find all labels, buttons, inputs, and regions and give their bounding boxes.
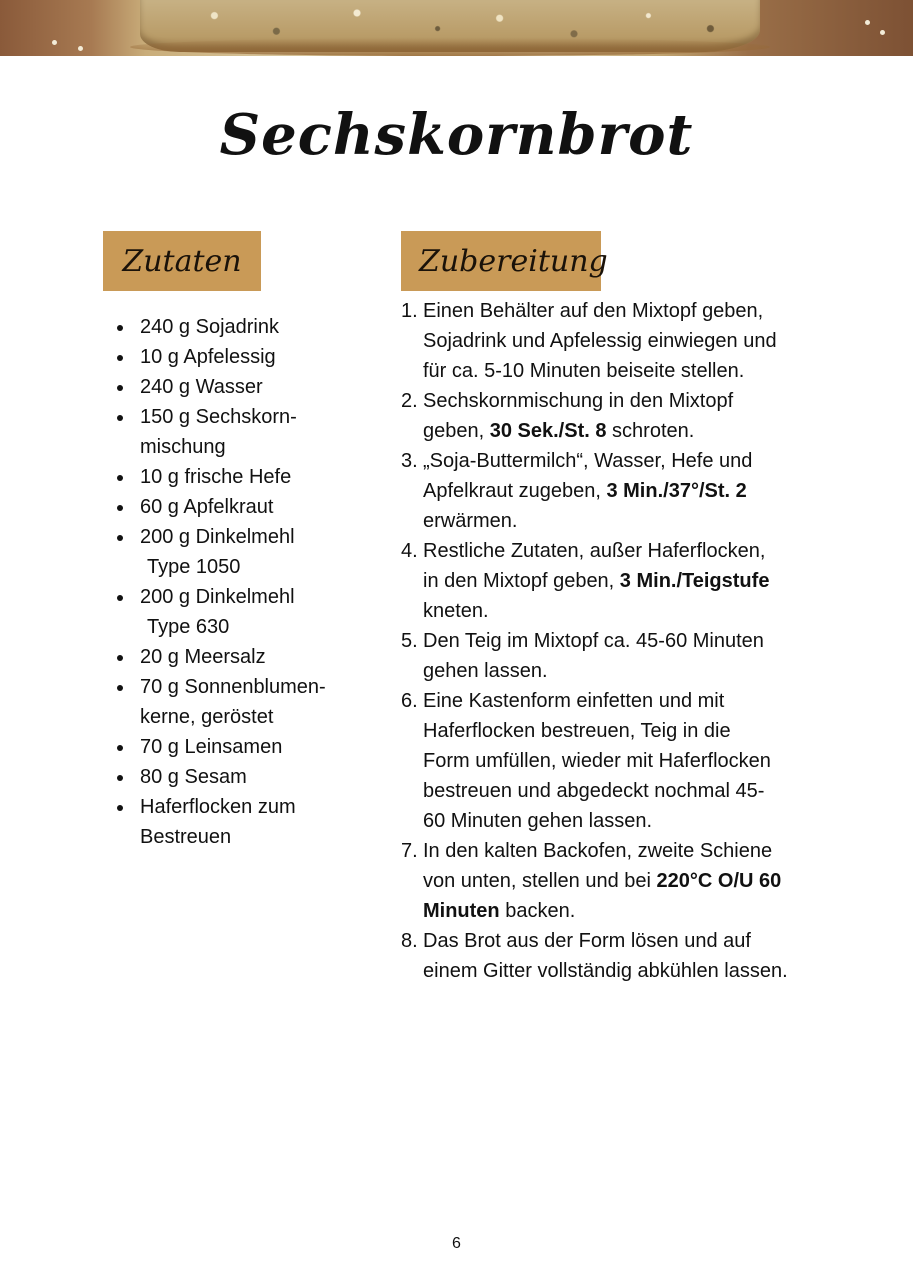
step-number: 2.: [401, 390, 418, 412]
list-item: 150 g Sechskorn- mischung: [115, 402, 365, 462]
list-item: 80 g Sesam: [115, 762, 365, 792]
ingredients-list: [115, 312, 365, 852]
seed-dot: [865, 20, 870, 25]
step-setting: 3 Min./37°/St. 2: [606, 480, 747, 502]
seed-dot: [78, 46, 83, 51]
step-number: 8.: [401, 930, 418, 952]
step-item: 5. Den Teig im Mixtopf ca. 45-60 Minuten gehen lassen.: [401, 626, 831, 686]
step-number: 6.: [401, 690, 418, 712]
list-item: 70 g Leinsamen: [115, 732, 365, 762]
steps-heading: Zubereitung: [401, 231, 601, 291]
list-item: 20 g Meersalz: [115, 642, 365, 672]
hero-bread-image: [0, 0, 913, 56]
list-item: 200 g Dinkelmehl Type 630: [115, 582, 365, 642]
list-item: 60 g Apfelkraut: [115, 492, 365, 522]
recipe-title: Sechskornbrot: [219, 102, 694, 168]
step-item: 1. Einen Behälter auf den Mixtopf geben, Sojadrink und Apfelessig einwiegen und für ca. 5-10 Minuten beiseite stellen.: [401, 296, 831, 386]
step-number: 3.: [401, 450, 418, 472]
list-item: 10 g Apfelessig: [115, 342, 365, 372]
list-item: Haferflocken zum Bestreuen: [115, 792, 365, 852]
list-item: 240 g Sojadrink: [115, 312, 365, 342]
list-item: 240 g Wasser: [115, 372, 365, 402]
step-number: 5.: [401, 630, 418, 652]
step-setting: 3 Min./Teigstufe: [619, 570, 770, 592]
list-item: 200 g Dinkelmehl Type 1050: [115, 522, 365, 582]
step-item: 7. In den kalten Backofen, zweite Schiene von unten, stellen und bei 220°C O/U 60 Minuten backen.: [401, 836, 831, 926]
step-item: 4. Restliche Zutaten, außer Haferflocken, in den Mixtopf geben, 3 Min./Teigstufe kneten.: [401, 536, 831, 626]
seed-dot: [880, 30, 885, 35]
step-setting: Minuten: [423, 900, 500, 922]
step-item: 6. Eine Kastenform einfetten und mit Haferflocken bestreuen, Teig in die Form umfüllen, wieder mit Haferflocken bestreuen und abgedeckt nochmal 45- 60 Minuten gehen lassen.: [401, 686, 831, 836]
ingredients-heading: Zutaten: [103, 231, 261, 291]
step-setting: 220°C O/U 60: [656, 870, 782, 892]
step-item: 3. „Soja-Buttermilch“, Wasser, Hefe und Apfelkraut zugeben, 3 Min./37°/St. 2 erwärmen.: [401, 446, 831, 536]
step-setting: 30 Sek./St. 8: [489, 420, 607, 442]
step-item: 8. Das Brot aus der Form lösen und auf einem Gitter vollständig abkühlen lassen.: [401, 926, 831, 986]
list-item: 10 g frische Hefe: [115, 462, 365, 492]
step-number: 1.: [401, 300, 418, 322]
page-number: 6: [452, 1235, 461, 1252]
step-number: 7.: [401, 840, 418, 862]
step-number: 4.: [401, 540, 418, 562]
bread-crust-shape: [130, 38, 770, 56]
seed-dot: [52, 40, 57, 45]
list-item: 70 g Sonnenblumen- kerne, geröstet: [115, 672, 365, 732]
steps-list: [401, 296, 831, 986]
step-item: 2. Sechskornmischung in den Mixtopf geben, 30 Sek./St. 8 schroten.: [401, 386, 831, 446]
